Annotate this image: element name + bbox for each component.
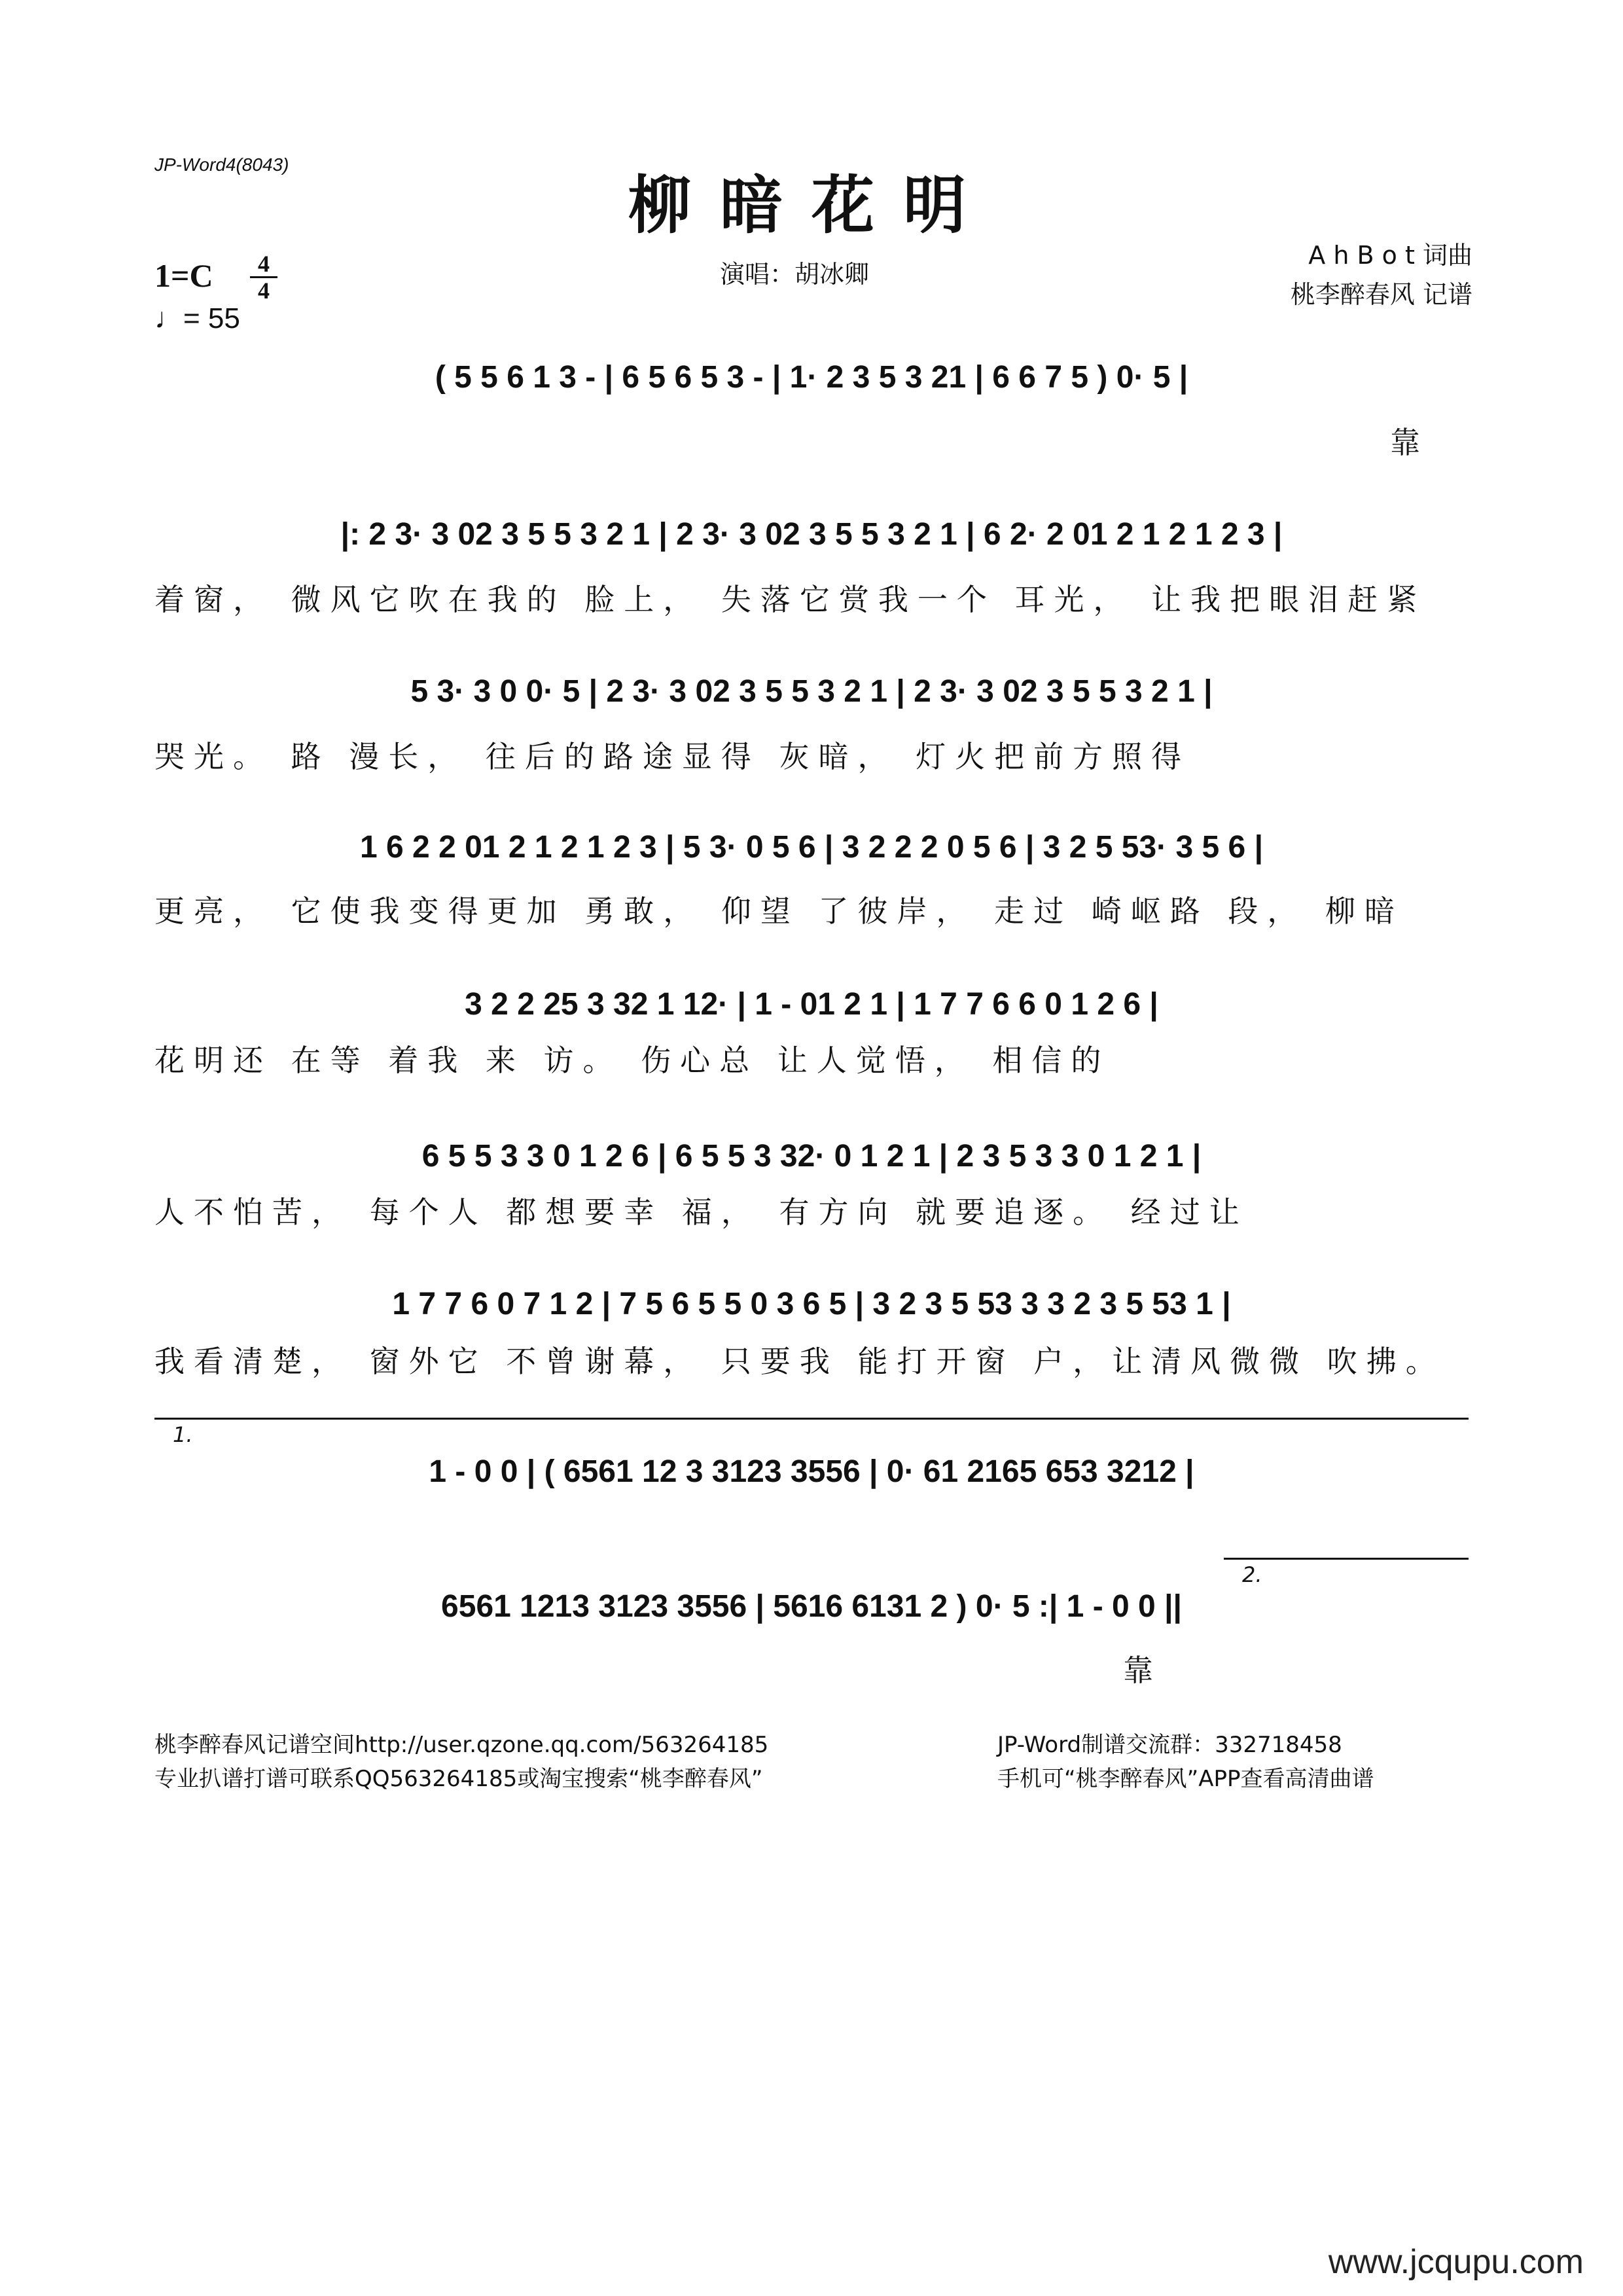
stave-lyrics-9: 靠 xyxy=(1123,1653,1162,1688)
time-signature-top: 4 xyxy=(258,251,270,277)
lyricist-credit: A h B o t 词曲 xyxy=(1308,241,1472,270)
footer-left xyxy=(154,1728,768,1796)
stave-row-9 xyxy=(154,1580,1469,1632)
tempo-marking xyxy=(154,302,240,335)
volta-bracket-2 xyxy=(1224,1558,1469,1587)
stave-lyrics-5: 花明还 在等 着我 来 访。 伤心总 让人觉悟， 相信的 xyxy=(154,1043,1111,1078)
volta-label: 1. xyxy=(173,1422,193,1447)
stave-lyrics-7: 我看清楚， 窗外它 不曾谢幕， 只要我 能打开窗 户，让清风微微 吹拂。 xyxy=(154,1344,1445,1379)
stave-row-1 xyxy=(154,351,1469,403)
stave-lyrics-2: 着窗， 微风它吹在我的 脸上， 失落它赏我一个 耳光， 让我把眼泪赶紧 xyxy=(154,582,1427,617)
singer-credit: 演唱：胡冰卿 xyxy=(720,260,870,289)
stave-row-8 xyxy=(154,1445,1469,1498)
stave-notes: 6 5 5 3 3 0 1 2 6 | 6 5 5 3 32· 0 1 2 1 | 2 3 5 3 3 0 1 2 1 | xyxy=(421,1138,1202,1174)
time-signature-bottom: 4 xyxy=(250,276,277,303)
stave-lyrics-1: 靠 xyxy=(1390,425,1429,460)
stave-lyrics-6: 人不怕苦， 每个人 都想要幸 福， 有方向 就要追逐。 经过让 xyxy=(154,1194,1249,1230)
stave-row-3 xyxy=(154,665,1469,717)
site-watermark: www.jcqupu.com xyxy=(1328,2243,1584,2281)
stave-notes: |: 2 3· 3 02 3 5 5 3 2 1 | 2 3· 3 02 3 5 5 3 2 1 | 6 2· 2 01 2 1 2 1 2 3 | xyxy=(340,516,1283,552)
volta-label: 2. xyxy=(1242,1562,1262,1587)
footer-right xyxy=(997,1728,1374,1796)
stave-lyrics-4: 更亮， 它使我变得更加 勇敢， 仰望 了彼岸， 走过 崎岖路 段， 柳暗 xyxy=(154,893,1404,929)
credits xyxy=(1291,236,1472,314)
stave-row-5 xyxy=(154,978,1469,1030)
stave-notes: 1 6 2 2 01 2 1 2 1 2 3 | 5 3· 0 5 6 | 3 2 2 2 0 5 6 | 3 2 5 53· 3 5 6 | xyxy=(359,829,1264,865)
footer-group: JP-Word制谱交流群：332718458 xyxy=(997,1732,1342,1758)
stave-row-2 xyxy=(154,508,1469,560)
quarter-note-icon: ♩ xyxy=(154,302,183,334)
footer-app: 手机可“桃李醉春风”APP查看高清曲谱 xyxy=(997,1766,1374,1792)
stave-notes: ( 5 5 6 1 3 - | 6 5 6 5 3 - | 1· 2 3 5 3 21 | 6 6 7 5 ) 0· 5 | xyxy=(435,359,1188,395)
transcriber-credit: 桃李醉春风 记谱 xyxy=(1290,280,1472,309)
time-signature xyxy=(250,251,277,303)
stave-notes: 3 2 2 25 3 32 1 12· | 1 - 01 2 1 | 1 7 7 6 6 0 1 2 6 | xyxy=(465,986,1158,1022)
stave-notes: 5 3· 3 0 0· 5 | 2 3· 3 02 3 5 5 3 2 1 | 2 3· 3 02 3 5 5 3 2 1 | xyxy=(410,673,1213,709)
footer-space-link: 桃李醉春风记谱空间http://user.qzone.qq.com/563264185 xyxy=(154,1732,769,1758)
stave-notes: 1 - 0 0 | ( 6561 12 3 3123 3556 | 0· 61 2165 653 3212 | xyxy=(429,1454,1194,1489)
key-signature: 1=C xyxy=(154,257,213,294)
tempo-value: = 55 xyxy=(183,302,240,334)
stave-row-7 xyxy=(154,1278,1469,1330)
stave-lyrics-3: 哭光。 路 漫长， 往后的路途显得 灰暗， 灯火把前方照得 xyxy=(154,739,1191,774)
stave-row-6 xyxy=(154,1130,1469,1182)
stave-row-4 xyxy=(154,821,1469,873)
stave-notes: 6561 1213 3123 3556 | 5616 6131 2 ) 0· 5 :| 1 - 0 0 || xyxy=(441,1588,1182,1624)
song-title: 柳暗花明 xyxy=(628,168,995,242)
footer-contact: 专业扒谱打谱可联系QQ563264185或淘宝搜索“桃李醉春风” xyxy=(154,1766,763,1792)
stave-notes: 1 7 7 6 0 7 1 2 | 7 5 6 5 5 0 3 6 5 | 3 2 3 5 53 3 3 2 3 5 53 1 | xyxy=(392,1286,1231,1321)
volta-bracket-1 xyxy=(154,1418,1469,1447)
software-label: JP-Word4(8043) xyxy=(154,154,289,175)
